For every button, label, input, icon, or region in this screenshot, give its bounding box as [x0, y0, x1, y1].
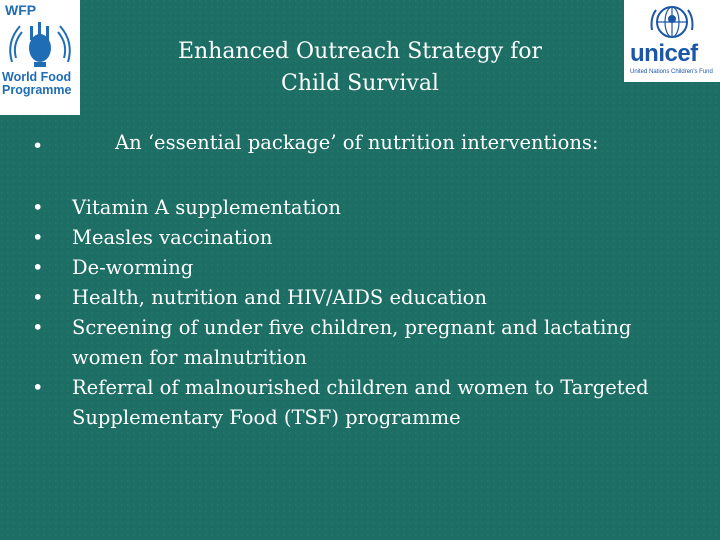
- wfp-name: World Food Programme: [2, 70, 72, 97]
- list-item: • Vitamin A supplementation: [32, 196, 341, 219]
- wheat-emblem-icon: [4, 18, 76, 70]
- list-item: • Measles vaccination: [32, 226, 273, 249]
- unicef-wordmark: unicef: [630, 40, 698, 67]
- list-item: • Screening of under five children, pregnant and lactating women for malnutrition: [32, 316, 632, 369]
- slide-title: [110, 36, 610, 100]
- list-item: • Health, nutrition and HIV/AIDS education: [32, 286, 487, 309]
- wfp-logo: [0, 0, 80, 115]
- title-line-1: Enhanced Outreach Strategy for: [177, 39, 543, 64]
- list-item: • De-worming: [32, 256, 194, 279]
- unicef-globe-icon: [650, 4, 694, 40]
- intro-bullet: •: [32, 135, 44, 157]
- unicef-logo: [624, 0, 720, 82]
- wfp-acronym: WFP: [5, 2, 37, 18]
- list-item: • Referral of malnourished children and women to Targeted Supplementary Food (TSF) programme: [32, 376, 649, 429]
- unicef-subtitle: United Nations Children's Fund: [630, 69, 713, 75]
- intervention-list: [30, 193, 690, 433]
- title-line-2: Child Survival: [281, 71, 439, 96]
- intro-text: An ‘essential package’ of nutrition interventions:: [115, 131, 599, 154]
